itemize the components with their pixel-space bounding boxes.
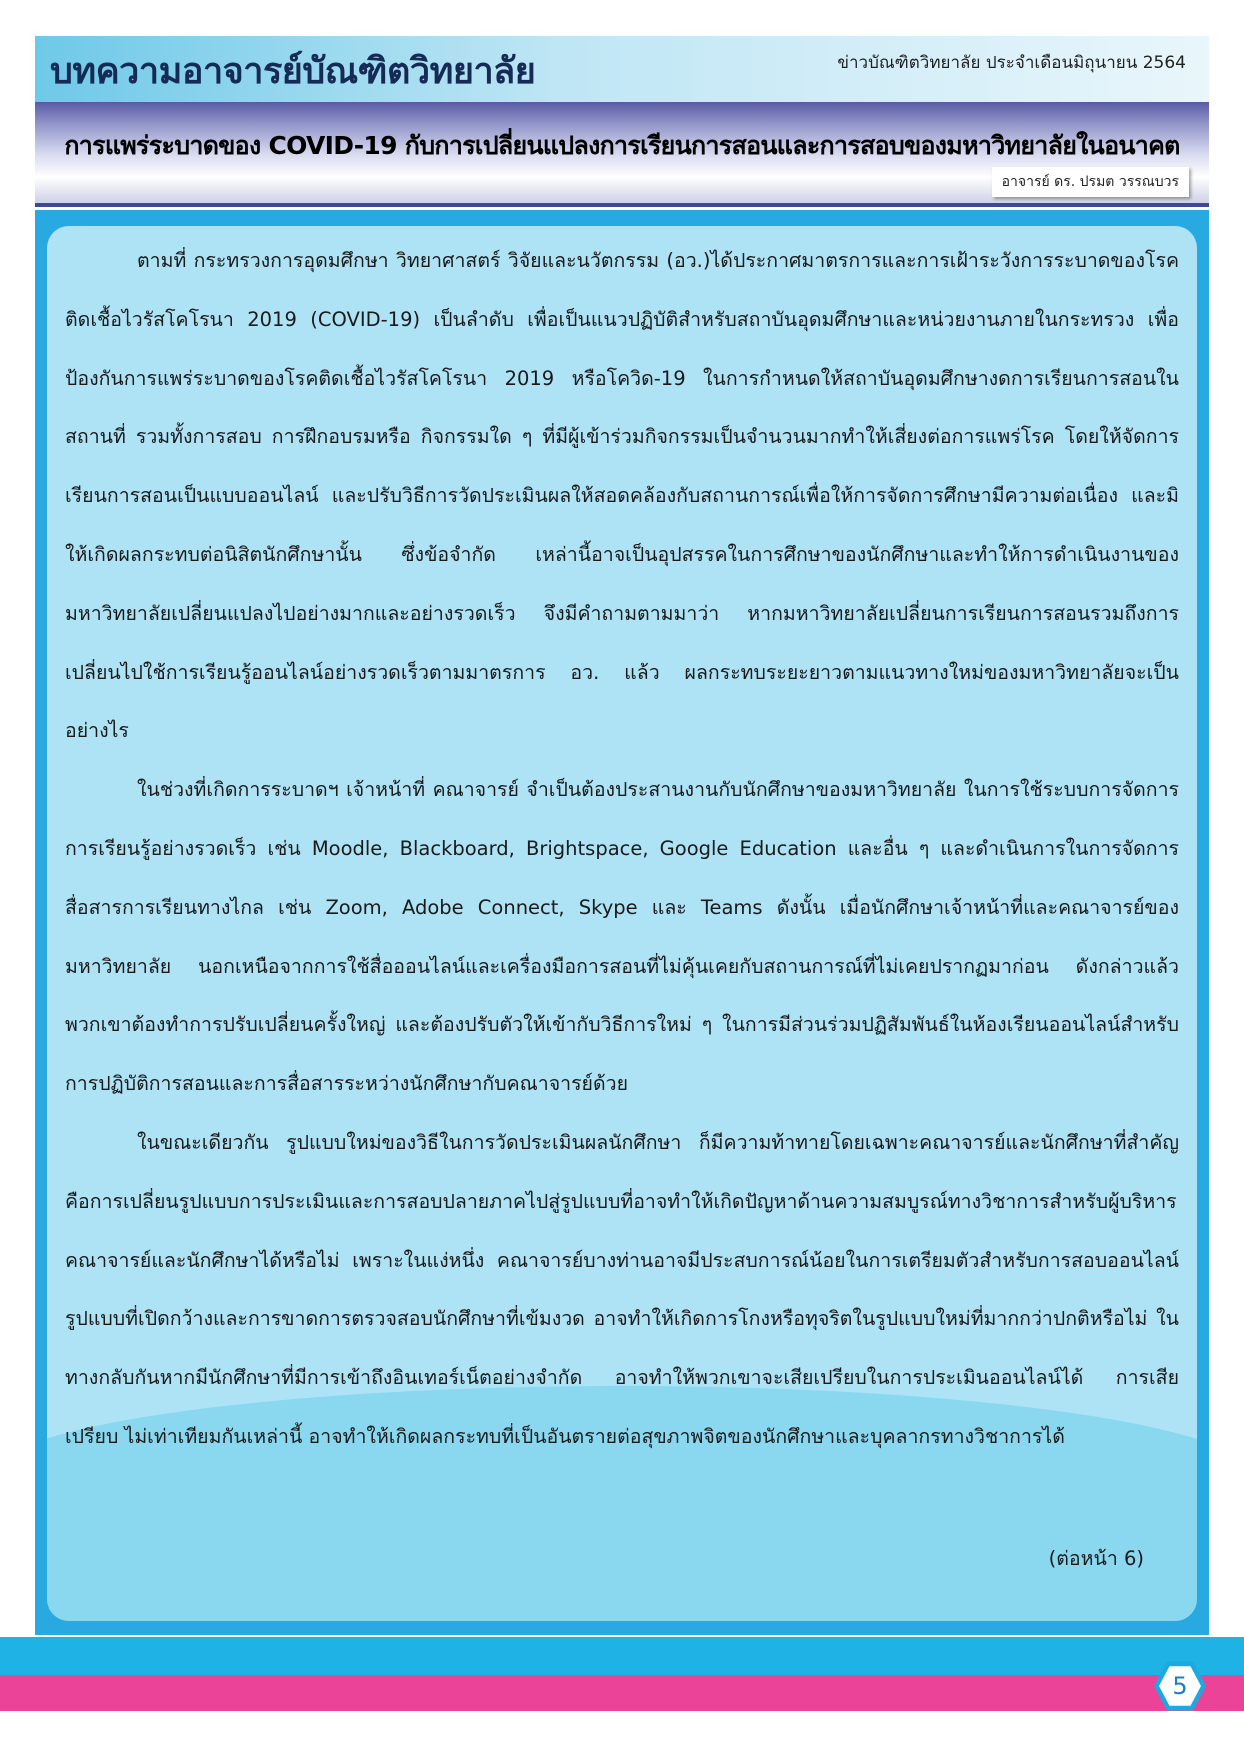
paragraph-3: ในขณะเดียวกัน รูปแบบใหม่ของวิธีในการวัดประเมินผลนักศึกษา ก็มีความท้าทายโดยเฉพาะคณาจารย์และนักศึกษาที่สำคัญคือการเปลี่ยนรูปแบบการประเมินและการสอบปลายภาคไปสู่รูปแบบที่อาจทำให้เกิดปัญหาด้านความสมบูรณ์ทางวิชาการสำหรับผู้บริหาร คณาจารย์และนักศึกษาได้หรือไม่ เพราะในแง่หนึ่ง คณาจารย์บางท่านอาจมีประสบการณ์น้อยในการเตรียมตัวสำหรับการสอบออนไลน์ รูปแบบที่เปิดกว้างและการขาดการตรวจสอบนักศึกษาที่เข้มงวด อาจทำให้เกิดการโกงหรือทุจริตในรูปแบบใหม่ที่มากกว่าปกติหรือไม่ ในทางกลับกันหากมีนักศึกษาที่มีการเข้าถึงอินเทอร์เน็ตอย่างจำกัด อาจทำให้พวกเขาจะเสียเปรียบในการประเมินออนไลน์ได้ การเสียเปรียบ ไม่เท่าเทียมกันเหล่านี้ อาจทำให้เกิดผลกระทบที่เป็นอันตรายต่อสุขภาพจิตของนักศึกษาและบุคลากรทางวิชาการได้ [65,1130,1179,1448]
footer-bar-pink [0,1675,1244,1711]
footer-bar-cyan [0,1637,1244,1675]
author-label: อาจารย์ ดร. ปรมต วรรณบวร [992,167,1189,197]
title-band-divider [35,203,1209,207]
issue-line: ข่าวบัณฑิตวิทยาลัย ประจำเดือนมิถุนายน 2564 [837,53,1186,73]
article-body [65,232,1179,1467]
article-title: การแพร่ระบาดของ COVID-19 กับการเปลี่ยนแปลงการเรียนการสอนและการสอบของมหาวิทยาลัยในอนาคต [64,131,1180,160]
paragraph-2: ในช่วงที่เกิดการระบาดฯ เจ้าหน้าที่ คณาจารย์ จำเป็นต้องประสานงานกับนักศึกษาของมหาวิทยาลัย ในการใช้ระบบการจัดการการเรียนรู้อย่างรวดเร็ว เช่น Moodle, Blackboard, Brightspace, Google Education และอื่น ๆ และดำเนินการในการจัดการสื่อสารการเรียนทางไกล เช่น Zoom, Adobe Connect, Skype และ Teams ดังนั้น เมื่อนักศึกษาเจ้าหน้าที่และคณาจารย์ของมหาวิทยาลัย นอกเหนือจากการใช้สื่อออนไลน์และเครื่องมือการสอนที่ไม่คุ้นเคยกับสถานการณ์ที่ไม่เคยปรากฏมาก่อน ดังกล่าวแล้ว พวกเขาต้องทำการปรับเปลี่ยนครั้งใหญ่ และต้องปรับตัวให้เข้ากับวิธีการใหม่ ๆ ในการมีส่วนร่วมปฏิสัมพันธ์ในห้องเรียนออนไลน์สำหรับการปฏิบัติการสอนและการสื่อสารระหว่างนักศึกษากับคณาจารย์ด้วย [65,778,1179,1096]
section-title: บทความอาจารย์บัณฑิตวิทยาลัย [50,51,536,92]
page-number: 5 [1172,1672,1188,1700]
paragraph-1: ตามที่ กระทรวงการอุดมศึกษา วิทยาศาสตร์ วิจัยและนวัตกรรม (อว.)ได้ประกาศมาตรการและการเฝ้าระวังการระบาดของโรคติดเชื้อไวรัสโคโรนา 2019 (COVID-19) เป็นลำดับ เพื่อเป็นแนวปฏิบัติสำหรับสถาบันอุดมศึกษาและหน่วยงานภายในกระทรวง เพื่อป้องกันการแพร่ระบาดของโรคติดเชื้อไวรัสโคโรนา 2019 หรือโควิด-19 ในการกำหนดให้สถาบันอุดมศึกษางดการเรียนการสอนในสถานที่ รวมทั้งการสอบ การฝึกอบรมหรือ กิจกรรมใด ๆ ที่มีผู้เข้าร่วมกิจกรรมเป็นจำนวนมากทำให้เสี่ยงต่อการแพร่โรค โดยให้จัดการเรียนการสอนเป็นแบบออนไลน์ และปรับวิธีการวัดประเมินผลให้สอดคล้องกับสถานการณ์เพื่อให้การจัดการศึกษามีความต่อเนื่อง และมิให้เกิดผลกระทบต่อนิสิตนักศึกษานั้น ซึ่งข้อจำกัด เหล่านี้อาจเป็นอุปสรรคในการศึกษาของนักศึกษาและทำให้การดำเนินงานของมหาวิทยาลัยเปลี่ยนแปลงไปอย่างมากและอย่างรวดเร็ว จึงมีคำถามตามมาว่า หากมหาวิทยาลัยเปลี่ยนการเรียนการสอนรวมถึงการเปลี่ยนไปใช้การเรียนรู้ออนไลน์อย่างรวดเร็วตามมาตรการ อว. แล้ว ผลกระทบระยะยาวตามแนวทางใหม่ของมหาวิทยาลัยจะเป็นอย่างไร [65,249,1179,743]
continued-note: (ต่อหน้า 6) [1048,1547,1144,1570]
